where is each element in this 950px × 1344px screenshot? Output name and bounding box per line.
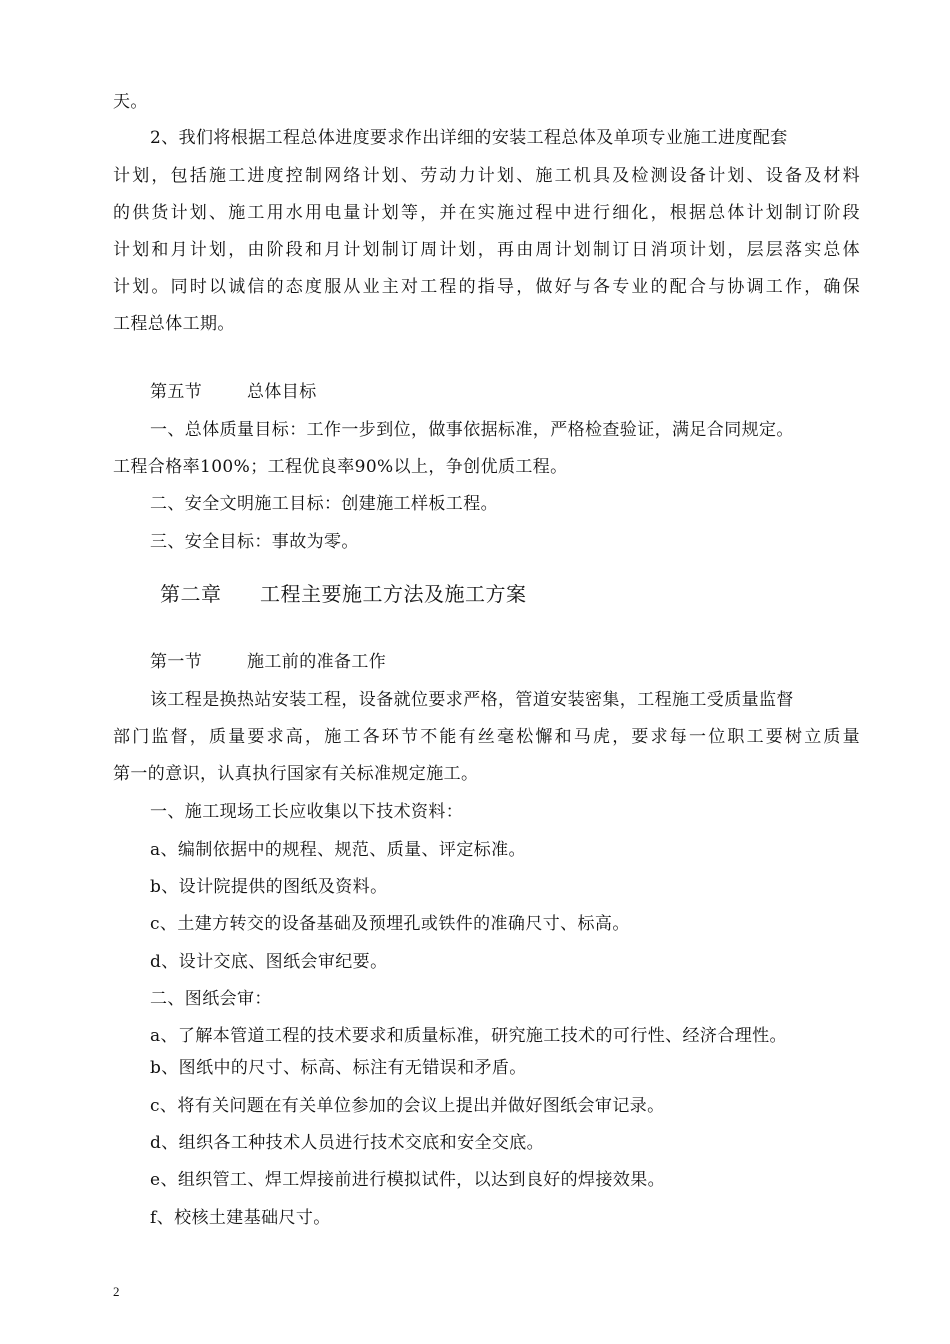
section-title: 总体目标 (247, 382, 317, 402)
list-item: b、设计院提供的图纸及资料。 (150, 877, 388, 897)
section-heading (150, 652, 386, 672)
list-item: d、设计交底、图纸会审纪要。 (150, 952, 388, 972)
section-title: 施工前的准备工作 (247, 652, 387, 672)
paragraph-line: 2、我们将根据工程总体进度要求作出详细的安装工程总体及单项专业施工进度配套 (150, 128, 788, 148)
paragraph-line: 计划。同时以诚信的态度服从业主对工程的指导，做好与各专业的配合与协调工作，确保 (113, 277, 860, 297)
chapter-number: 第二章 (160, 582, 222, 606)
section-number: 第一节 (150, 652, 203, 672)
paragraph-line: 的供货计划、施工用水用电量计划等，并在实施过程中进行细化，根据总体计划制订阶段 (113, 203, 860, 223)
list-item: c、土建方转交的设备基础及预埋孔或铁件的准确尺寸、标高。 (150, 914, 630, 934)
list-item: e、组织管工、焊工焊接前进行模拟试件，以达到良好的焊接效果。 (150, 1170, 666, 1190)
paragraph-line: 计划和月计划，由阶段和月计划制订周计划，再由周计划制订日消项计划，层层落实总体 (113, 240, 860, 260)
section-heading (150, 382, 317, 402)
list-item: 一、施工现场工长应收集以下技术资料： (150, 802, 464, 822)
paragraph-line: 计划，包括施工进度控制网络计划、劳动力计划、施工机具及检测设备计划、设备及材料 (113, 166, 860, 186)
paragraph-line: 该工程是换热站安装工程，设备就位要求严格，管道安装密集，工程施工受质量监督 (150, 690, 794, 710)
page-number: 2 (113, 1284, 120, 1299)
paragraph-line: 部门监督，质量要求高，施工各环节不能有丝毫松懈和马虎，要求每一位职工要树立质量 (113, 727, 860, 747)
chapter-title: 工程主要施工方法及施工方案 (260, 582, 527, 606)
paragraph-line: 一、总体质量目标：工作一步到位，做事依据标准，严格检查验证，满足合同规定。 (150, 420, 794, 440)
paragraph-line: 工程合格率100%；工程优良率90%以上，争创优质工程。 (113, 457, 568, 477)
chapter-heading (160, 582, 527, 606)
list-item: c、将有关问题在有关单位参加的会议上提出并做好图纸会审记录。 (150, 1096, 665, 1116)
paragraph-line: 二、安全文明施工目标：创建施工样板工程。 (150, 494, 498, 514)
list-item: 二、图纸会审： (150, 989, 272, 1009)
paragraph-line: 工程总体工期。 (113, 314, 235, 334)
paragraph-line: 天。 (113, 92, 148, 112)
paragraph-line: 第一的意识，认真执行国家有关标准规定施工。 (113, 764, 479, 784)
section-number: 第五节 (150, 382, 203, 402)
list-item: a、编制依据中的规程、规范、质量、评定标准。 (150, 840, 526, 860)
list-item: b、图纸中的尺寸、标高、标注有无错误和矛盾。 (150, 1058, 527, 1078)
list-item: a、了解本管道工程的技术要求和质量标准，研究施工技术的可行性、经济合理性。 (150, 1026, 787, 1046)
paragraph-line: 三、安全目标：事故为零。 (150, 532, 359, 552)
list-item: f、校核土建基础尺寸。 (150, 1208, 331, 1228)
list-item: d、组织各工种技术人员进行技术交底和安全交底。 (150, 1133, 545, 1153)
